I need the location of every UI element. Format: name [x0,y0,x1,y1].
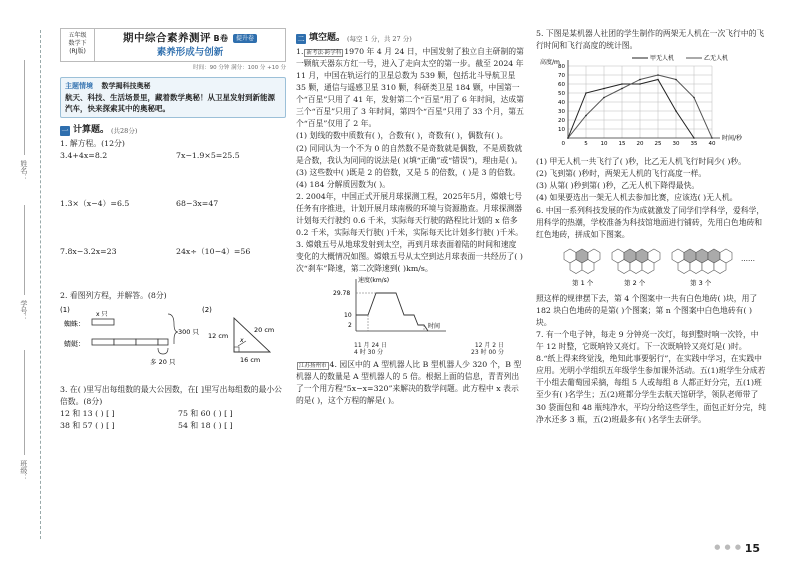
y-tick-label: 50 [558,91,565,98]
fill-q2: 2. 2004年，中国正式开展月球探测工程，2025年5月，嫦娥七号任务有序推进，计划开展月球南极的环境与资源勘查。月球探测器计划每天行驶约 0.6 千米，实际每天行驶的路程比计划的 x 倍多 0.2 千米，实际每天行驶( )千米，实际每天比计划多行驶( )千米。 [296,191,523,238]
equation: 1.3×（x−4）=6.5 [60,198,130,208]
section-fill-header [296,32,524,46]
dragonfly-bar-extra [158,339,168,345]
x-tick-label: 30 [672,141,680,148]
question-text: 4. 园区中的 A 型机器人比 B 型机器人少 320 个，B 型机器人的数量是 A 型机器人的 5 倍。根据上面的信息，青青列出了一个用方程“5x−x=320”来解决的数学问题。此方程中 x 表示的是( )，这个方程的解是( )。 [296,359,522,406]
pair-text: 54 和 18 [178,421,211,431]
fill-q5: 5. 下图是某机器人社团的学生制作的两架无人机在一次飞行中的飞行时间和飞行高度的统计图。 [536,29,765,51]
class-label: 班级： [19,460,28,481]
extra-brace [158,348,168,354]
pattern-3 [672,249,732,274]
volume-label: B卷 [213,33,229,43]
q2-figures [60,302,286,380]
fill-q1-sub1: (1) 划线的数中质数有( )，合数有( )，奇数有( )，偶数有( )。 [296,131,508,141]
data-point [567,137,569,139]
y-tick-label: 40 [558,100,565,107]
page-dots: ● ● ● [714,543,742,552]
speed-xticks [354,342,504,349]
pattern-ellipsis: …… [741,254,755,263]
equation: 7x−1.9×5=25.5 [176,150,240,160]
gcd-item: 75 和 60 ( ) [ ] [178,409,233,419]
equation-row [60,198,286,246]
equation-row [60,150,286,198]
data-point [657,74,659,76]
binding-strip [0,0,52,569]
spider-label: 蜘蛛： [64,319,85,328]
spider-x: x 只 [96,310,108,318]
speed-chart [296,275,524,337]
section-title: 计算题。 [73,124,110,135]
x-tick-label: 5 [584,141,588,148]
speed-ylabel: 速度(km/s) [358,277,390,285]
pattern-2 [612,249,660,274]
q1-title: 1. 解方程。(12分) [60,138,125,148]
section-icon: 二 [297,34,305,43]
side-c-label: 16 cm [240,355,261,364]
pair-text: 75 和 60 [178,409,211,419]
equation: 68−3x=47 [176,198,219,208]
fill-q7: 7. 有一个电子钟，每走 9 分钟亮一次灯，每到整时响一次铃，中午 12 时整，它既响铃又亮灯。下一次既响铃又亮灯是( )时。 [536,330,759,352]
column-left [60,28,286,432]
fill-q8: 8.“纸上得来终觉浅，绝知此事要躬行”，在实践中学习，在实践中应用。光明小学组织五年级学生参加课外活动。五(1)班学生分成若干小组去葡萄园采摘，每组 5 人或每组 8 人都正好分完，五(1)班至少有( )名学生；五(2)班都分学生去航天馆研学，领队老师带了 30 袋面包和 48 瓶纯净水，平均分给这些学生，面包正好分完，纯净水还多 3 瓶，五(2)班最多有( )名学生去研学。 [536,354,766,424]
question-number: 1. [296,46,304,56]
y-tick-label: 10 [558,127,565,134]
data-point [621,88,623,90]
question-tag: 江苏扬州市 [299,362,327,369]
section-icon: 一 [61,126,69,135]
equation-row [60,246,286,290]
spider-bar [92,319,114,325]
total-brace [168,314,178,344]
fill-q6-sub: 照这样的规律摆下去，第 4 个图案中一共有白色地砖( )块，用了 182 块白色地砖的是第( )个图案；第 n 个图案中白色地砖有( )块。 [536,293,758,328]
data-point [675,79,677,81]
y-tick-label: 60 [558,82,565,89]
dragonfly-label: 蜻蜓： [64,339,85,348]
column-right [536,28,766,426]
fill-q5-sub3: (3) 从第( )秒到第( )秒，乙无人机下降得最快。 [536,181,700,191]
test-title: 期中综合素养测评 [122,31,211,44]
fill-q1-sub3: (3) 这些数中( )既是 2 的倍数，又是 5 的倍数，( )是 3 的倍数。 [296,167,521,177]
pair-text: 12 和 13 [60,409,93,419]
speed-ytick: 29.78 [333,290,351,298]
y-axis-label: 高度/m [540,59,560,67]
gcd-item: 54 和 18 ( ) [ ] [178,421,233,431]
side-a-label: 12 cm [208,331,229,340]
section-points: (共28分) [111,126,138,135]
question-text: 1970 年 4 月 24 日，中国发射了独立自主研制的第一颗航天器东方红一号，进入了走向太空的第一步。截至 2024 年 11 月，中国在轨运行的卫星总数为 539 颗，包括北斗导航卫星 35 颗，通信与遥感卫星 310 颗，科研类卫星 184 颗，中国第一个“百星”只用了 41 年，发射第二个“百星”用了 6 年时间，达成第三个“百星”只用了 3 年时间，第四个“百星”只用了 33 个月，第五个“百星”仅用了 2 年。 [296,46,524,129]
subject-text: 数学下 [68,39,87,47]
question-tag: 新考法·跨学科 [306,49,342,56]
data-point [603,88,605,90]
y-tick-label: 30 [558,109,565,116]
column-middle [296,28,524,407]
pattern-label: 第 3 个 [690,278,712,287]
height-x: x [240,336,244,344]
theme-title: 数学揭科技奥秘 [101,81,151,90]
grade-text: 五年级 [68,32,87,39]
x-tick-label: 20 [636,141,644,148]
origin-label: 0 [561,141,565,148]
fig1-label: (1) [60,305,70,314]
speed-xticks [354,349,504,356]
fill-q5-sub1: (1) 甲无人机一共飞行了( )秒，比乙无人机飞行时间少( )秒。 [536,157,746,167]
speed-ytick: 2 [348,322,352,330]
equation: 7.8x−3.2x=23 [60,246,117,256]
q3-title: 3. 在( )里写出每组数的最大公因数，在[ ]里写出每组数的最小公倍数。(8分) [60,385,282,407]
speed-xtick: 23 时 00 分 [471,348,504,356]
fill-q1-sub4: (4) 184 分解质因数为( )。 [296,179,391,189]
y-tick-label: 80 [558,64,565,71]
x-tick-label: 35 [690,141,698,148]
x-tick-label: 15 [618,141,626,148]
fill-q6: 6. 中国一系列科技发展的作为成就激发了同学们学科学，爱科学，用科学的热潮，学校准备为科技馆地面进行铺砖，先用白色地砖和红色地砖，拼成如下图案。 [536,205,765,239]
speed-xlabel: 时间 [428,323,441,331]
dragonfly-bar-3 [136,339,158,345]
student-id-label: 学号： [19,300,28,321]
x-tick-label: 40 [708,141,716,148]
y-tick-label: 70 [558,73,565,80]
page-number: 15 [744,541,760,555]
equation: 3.4+4x=8.2 [60,150,108,160]
legend-label-1: 甲无人机 [650,55,675,63]
right-triangle [234,318,270,352]
data-point [693,137,695,139]
data-point [585,92,587,94]
speed-line [356,293,428,331]
speed-xtick: 4 时 30 分 [354,348,384,356]
data-point [639,83,641,85]
fill-q1 [296,46,524,131]
dragonfly-bar-1 [92,339,114,345]
gcd-item: 38 和 57 ( ) [ ] [60,421,115,431]
extra-label: 多 20 只 [150,357,176,366]
gcd-item: 12 和 13 ( ) [ ] [60,409,115,419]
data-point [639,79,641,81]
speed-xtick: 12 月 2 日 [474,341,504,349]
total-label: 300 只 [178,327,199,336]
data-point [621,83,623,85]
legend-label-2: 乙无人机 [704,55,729,63]
side-b-label: 20 cm [254,325,275,334]
section-points: (每空 1 分，共 27 分) [347,34,412,43]
speed-ytick: 10 [344,312,352,320]
fill-q4 [296,359,524,407]
y-tick-label: 20 [558,118,565,125]
fill-q5-sub2: (2) 飞到第( )秒时，两架无人机的飞行高度一样。 [536,169,707,179]
volume-badge: 提升卷 [233,34,257,43]
pattern-label: 第 2 个 [624,278,646,287]
dragonfly-bar-2 [114,339,136,345]
gcd-grid [60,408,286,432]
pattern-1 [564,249,600,274]
theme-tag: 主题情境 [65,81,93,90]
grade-info [61,29,95,61]
section-calc-header [60,124,286,138]
x-tick-label: 10 [600,141,608,148]
fill-q5-sub4: (4) 如果要选出一架无人机去参加比赛，应该选( )无人机。 [536,193,738,203]
x-axis-label: 时间/秒 [722,135,743,143]
theme-box [60,77,286,118]
x-tick-label: 25 [654,141,662,148]
tile-pattern [536,241,766,289]
section-title: 填空题。 [309,33,346,43]
drone-line-chart [536,52,766,152]
fig2-label: (2) [202,305,212,314]
class-line[interactable] [24,350,25,455]
test-header [60,28,286,62]
q2-title: 2. 看图列方程，并解答。(8分) [60,290,167,300]
data-point [603,97,605,99]
data-point [711,137,713,139]
test-meta: 时间：90 分钟 满分：100 分 +10 分 [193,65,286,71]
speed-xtick: 11 月 24 日 [354,341,387,349]
test-subtitle: 素养形成与创新 [156,46,224,58]
data-point [585,115,587,117]
theme-text: 航天、科技、生活场景里，藏着数学奥秘！从卫星发射到新能源汽车，快来探索其中的奥秘吧。 [65,92,275,114]
name-label: 姓名： [19,160,28,181]
fill-q1-sub2: (2) 同同认为一个不为 0 的自然数不是奇数就是偶数，不是质数就是合数，我认为同同的说法是( )(填“正确”或“错误”)，理由是( )。 [296,143,523,165]
fill-q3: 3. 嫦娥五号从地球发射到太空，再到月球表面着陆的时间和速度变化的大概情况如图。嫦娥五号从太空到达月球表面一共经历了( )次“刹车”降速，第二次降速到( )km/s。 [296,240,523,274]
pair-text: 38 和 57 [60,421,93,431]
data-point [657,79,659,81]
edition-text: (RJ版) [69,47,86,55]
student-id-line[interactable] [24,205,25,295]
data-point [693,97,695,99]
name-line[interactable] [24,60,25,155]
fold-line [40,30,41,539]
equation: 24x÷（10−4）=56 [176,246,251,256]
data-point [675,110,677,112]
pattern-label: 第 1 个 [572,278,594,287]
